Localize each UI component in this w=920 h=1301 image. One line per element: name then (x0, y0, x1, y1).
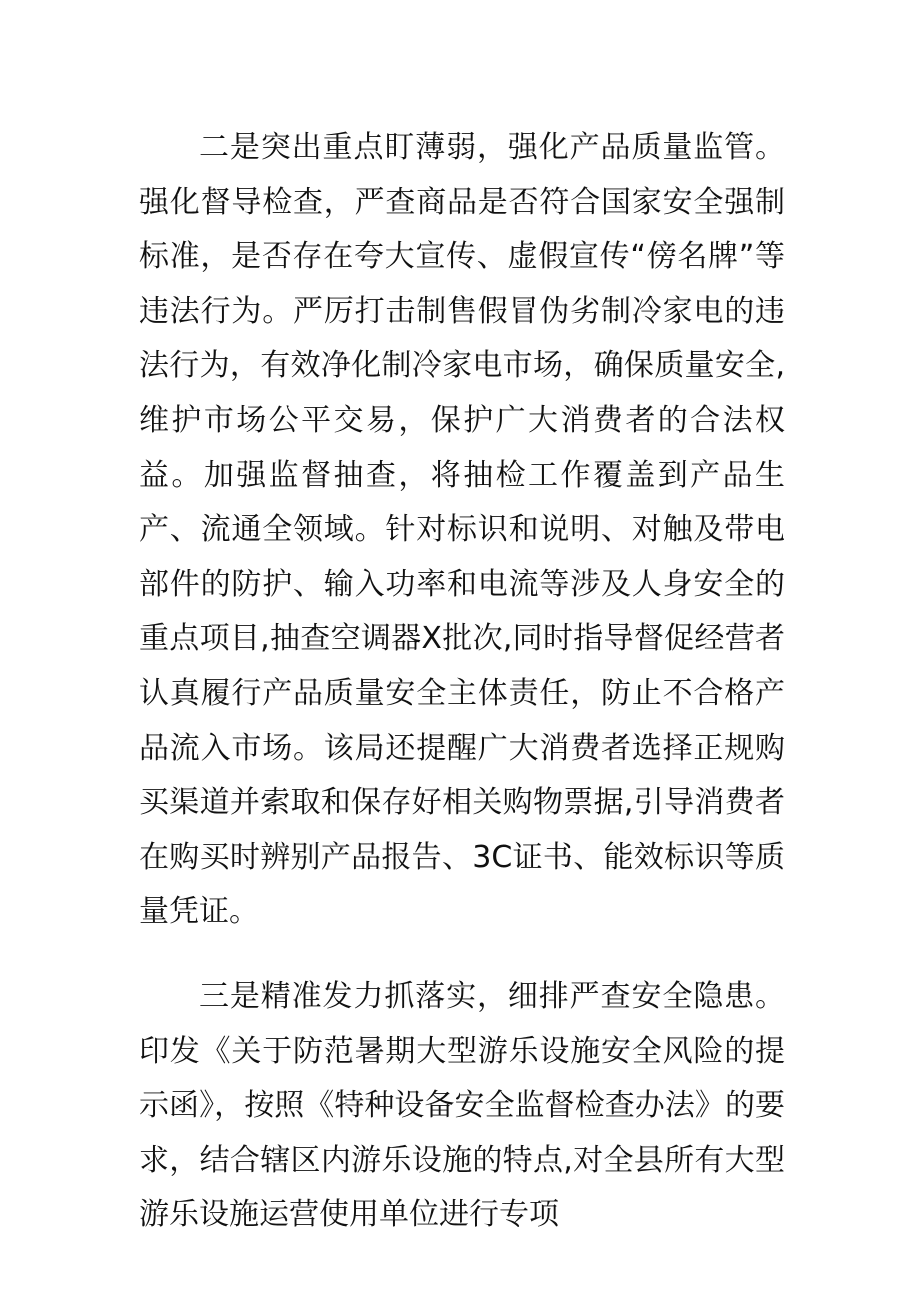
document-body (139, 121, 785, 1243)
paragraph-safety-hazards: 三是精准发力抓落实，细排严查安全隐患。印发《关于防范暑期大型游乐设施安全风险的提示函》，按照《特种设备安全监督检查办法》的要求，结合辖区内游乐设施的特点,对全县所有大型游乐设施运营使用单位进行专项 (139, 978, 785, 1233)
paragraph-product-quality: 二是突出重点盯薄弱，强化产品质量监管。强化督导检查，严查商品是否符合国家安全强制标准，是否存在夸大宣传、虚假宣传“傍名牌”等违法行为。严厉打击制售假冒伪劣制冷家电的违法行为，有效净化制冷家电市场，确保质量安全,维护市场公平交易，保护广大消费者的合法权益。加强监督抽查，将抽检工作覆盖到产品生产、流通全领域。针对标识和说明、对触及带电部件的防护、输入功率和电流等涉及人身安全的重点项目,抽查空调器X批次,同时指导督促经营者认真履行产品质量安全主体责任，防止不合格产品流入市场。该局还提醒广大消费者选择正规购买渠道并索取和保存好相关购物票据,引导消费者在购买时辨别产品报告、3C证书、能效标识等质量凭证。 (139, 130, 785, 930)
